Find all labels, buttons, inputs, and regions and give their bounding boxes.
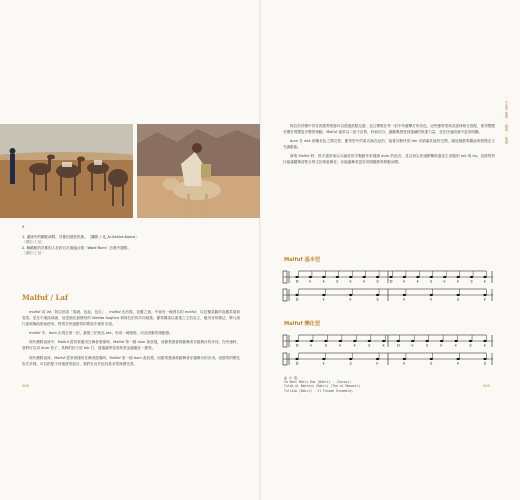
note-head xyxy=(349,358,352,360)
caption-credit: （攝影/王福） xyxy=(22,239,45,244)
reference-item: Ya Bent Bahri Ras (Bahri) - (Sarour) xyxy=(284,380,352,385)
note-head xyxy=(483,358,486,360)
stroke-label: k xyxy=(376,361,379,366)
note-head xyxy=(295,276,298,278)
note-head xyxy=(454,340,457,342)
note-head xyxy=(349,276,352,278)
paragraph: 演奏 Malfuf 時，鼓手通常會以大幅度的手腕動作來強調 dum 的低音，並以指尖快速點擊鼓邊產生清脆的 tek 與 ka。這樣的對比能讓聽眾清楚分辨主拍與裝飾音，亦能讓舞者更容易跟隨節奏移動身體。 xyxy=(283,154,495,165)
stroke-label: S xyxy=(425,343,429,348)
stroke-label: k xyxy=(430,297,433,302)
photo-caption-2 xyxy=(22,246,242,255)
stroke-label: k xyxy=(349,297,352,302)
note-head xyxy=(397,340,400,342)
paragraph: malfuf 中，dum 出現在第一拍，最後三拍皆為 tek，形成一種推進、向前滾動的律動感。 xyxy=(29,331,173,336)
stroke-label: k xyxy=(443,279,446,284)
note-head xyxy=(382,340,385,342)
stroke-label: S xyxy=(430,361,433,366)
reference-item: Taleb al Bahrein (Bahri) (Tha al Mowasir) xyxy=(284,384,361,389)
score-title-basic: Malfuf 基本型 xyxy=(284,257,321,263)
note-head xyxy=(322,294,325,296)
stroke-label: k xyxy=(309,279,312,284)
section-heading: Malfuf / Laf xyxy=(22,293,68,302)
book-gutter xyxy=(259,0,261,500)
stroke-label: k xyxy=(483,279,486,284)
stroke-label: k xyxy=(310,343,313,348)
note-head xyxy=(403,276,406,278)
note-head xyxy=(440,340,443,342)
note-head xyxy=(322,358,325,360)
photo-camel-rider xyxy=(137,124,260,218)
stroke-label: S xyxy=(376,297,379,302)
note-head xyxy=(368,340,371,342)
note-head xyxy=(470,276,473,278)
note-head xyxy=(295,340,298,342)
note-head xyxy=(363,276,366,278)
note-head xyxy=(457,294,460,296)
stroke-label: D xyxy=(295,279,299,284)
stroke-label: k xyxy=(454,343,457,348)
reference-list xyxy=(284,376,360,393)
note-head xyxy=(295,294,298,296)
stroke-label: k xyxy=(456,361,460,366)
stroke-label: k xyxy=(353,343,356,348)
stroke-label: k xyxy=(349,279,352,284)
stroke-label: D xyxy=(295,297,299,302)
stroke-label: k xyxy=(411,343,414,348)
note-head xyxy=(309,276,312,278)
photo-camel-caravan xyxy=(0,124,133,218)
stroke-label: S xyxy=(376,279,379,284)
stroke-label: k xyxy=(403,279,406,284)
reference-label: 曲 中 選： xyxy=(284,376,301,380)
stroke-label: D xyxy=(397,343,400,348)
photo-caption-1 xyxy=(22,235,242,244)
stroke-label: k xyxy=(382,343,385,348)
chapter-side-label: 一 中東的 樂理 ・ 圖像 ・ 樂器 xyxy=(504,96,508,145)
note-head xyxy=(430,294,433,296)
note-head xyxy=(416,276,419,278)
note-head xyxy=(376,276,379,278)
note-head xyxy=(339,340,342,342)
caption-credit: （攝影/王福） xyxy=(22,250,45,255)
left-body-text xyxy=(22,309,240,370)
note-head xyxy=(376,358,379,360)
score-title-variation: Malfuf 變化型 xyxy=(284,321,321,327)
stroke-label: k xyxy=(322,297,325,302)
stroke-label: k xyxy=(440,343,443,348)
paragraph: malfuf 或 laf，阿拉伯語「捲繞、包起、包住」，malfuf 也有捲，包覆之意。中東有一種著名的 malfuf，以包覆菜餚的高麗菜葉和卷菜，是在中東區域裡，這是個在最簡易的 Wahda Saghira 和阿拉伯的共同地基。節奏構造以重複之主拍為主，應用非常廣泛，舉凡流行曲與舞曲都會使用，特別在快速節奏的歌曲中最常出現。 xyxy=(22,310,240,327)
page-number-left: 008 xyxy=(22,384,29,388)
stroke-label: k xyxy=(483,297,486,302)
note-head xyxy=(469,340,472,342)
stroke-label: D xyxy=(295,361,299,366)
score-variation xyxy=(281,329,495,369)
note-head xyxy=(403,358,406,360)
note-head xyxy=(483,294,486,296)
note-head xyxy=(457,276,460,278)
note-head xyxy=(353,340,356,342)
note-head xyxy=(295,358,298,360)
stroke-label: D xyxy=(389,279,393,284)
stroke-label: S xyxy=(349,361,352,366)
note-head xyxy=(376,294,379,296)
paragraph: 阿拉伯音樂中常見的節奏型態可以透過鼓點記譜，並且標明在每一拍中所應擊打的音色。這些節奏型與其旋律相互搭配，使得整體音樂呈現豐富多變的律動。Malfuf 通常以二拍子計算，時值均分，讓聽眾感受到連續的推進力量，並在快速段落中更加明顯。 xyxy=(283,124,495,135)
stroke-label: k xyxy=(456,279,460,284)
note-head xyxy=(443,276,446,278)
reference-item: Tullaib (Bahri) - El Funoon Ensemble) xyxy=(284,388,353,393)
note-head xyxy=(389,276,392,278)
stroke-label: S xyxy=(336,279,339,284)
stroke-label: S xyxy=(368,343,371,348)
note-head xyxy=(483,276,486,278)
stroke-label: k xyxy=(403,297,406,302)
stroke-label: k xyxy=(403,361,406,366)
note-head xyxy=(403,294,406,296)
stroke-label: S xyxy=(456,297,460,302)
note-head xyxy=(411,340,414,342)
stroke-label: S xyxy=(469,343,472,348)
note-head xyxy=(310,340,313,342)
stroke-label: D xyxy=(295,343,299,348)
score-basic xyxy=(281,265,495,305)
caption-text: 1. 邊境中的駱駝商隊，貝都因遊牧民族。〔攝影 / 北_Al-Sahira-Kubra〕 xyxy=(22,235,139,239)
caption-text: 2. 騎駱駝的貝都因人在約旦瓦迪倫沙漠（Wadi Rum）沙漠中趕路。 xyxy=(22,246,131,250)
note-head xyxy=(426,340,429,342)
stroke-label: S xyxy=(324,343,328,348)
stroke-label: S xyxy=(483,361,487,366)
note-head xyxy=(322,276,325,278)
note-head xyxy=(430,276,433,278)
stroke-label: k xyxy=(339,343,342,348)
stroke-label: k xyxy=(483,343,486,348)
note-head xyxy=(483,340,486,342)
stroke-label: k xyxy=(322,279,325,284)
stroke-label: k xyxy=(362,279,366,284)
note-head xyxy=(457,358,460,360)
note-head xyxy=(430,358,433,360)
note-head xyxy=(336,276,339,278)
caption-marker: ▲ xyxy=(22,224,25,228)
stroke-label: k xyxy=(416,279,419,284)
note-head xyxy=(349,294,352,296)
stroke-label: k xyxy=(322,361,325,366)
page-number-right: 009 xyxy=(483,384,490,388)
paragraph: 現代樂隊表演中，Malfuf 經常被運用在舞者進場時。Malfuf 第一個 dum 會放強，而節奏感會推動舞者穿越舞台的步伐。在快速時，我們可以用 dum 拍子，其餘的拍子用 tek 打，建議讓學習者熟悉並適應此一節奏。 xyxy=(22,340,240,351)
paragraph: 現代樂隊表演，Malfuf 經常被運用在舞者進場時。Malfuf 第一個 dum 會放強，而節奏感會推動舞者穿越舞台的步伐。這節奏的變化形式多樣，可以搭配不同速度的曲目，我們在此介紹其基本型與變化型。 xyxy=(22,355,240,366)
right-body-text xyxy=(283,123,495,169)
stroke-label: S xyxy=(430,279,433,284)
paragraph: dum 在 dek 兩種音色之間交替，節奏型中的重音落在起拍，接著以輕快的 tek 音填滿其後的空間，讓這個節奏聽起來既穩定又充滿動能。 xyxy=(283,139,495,150)
note-head xyxy=(324,340,327,342)
stroke-label: S xyxy=(470,279,473,284)
